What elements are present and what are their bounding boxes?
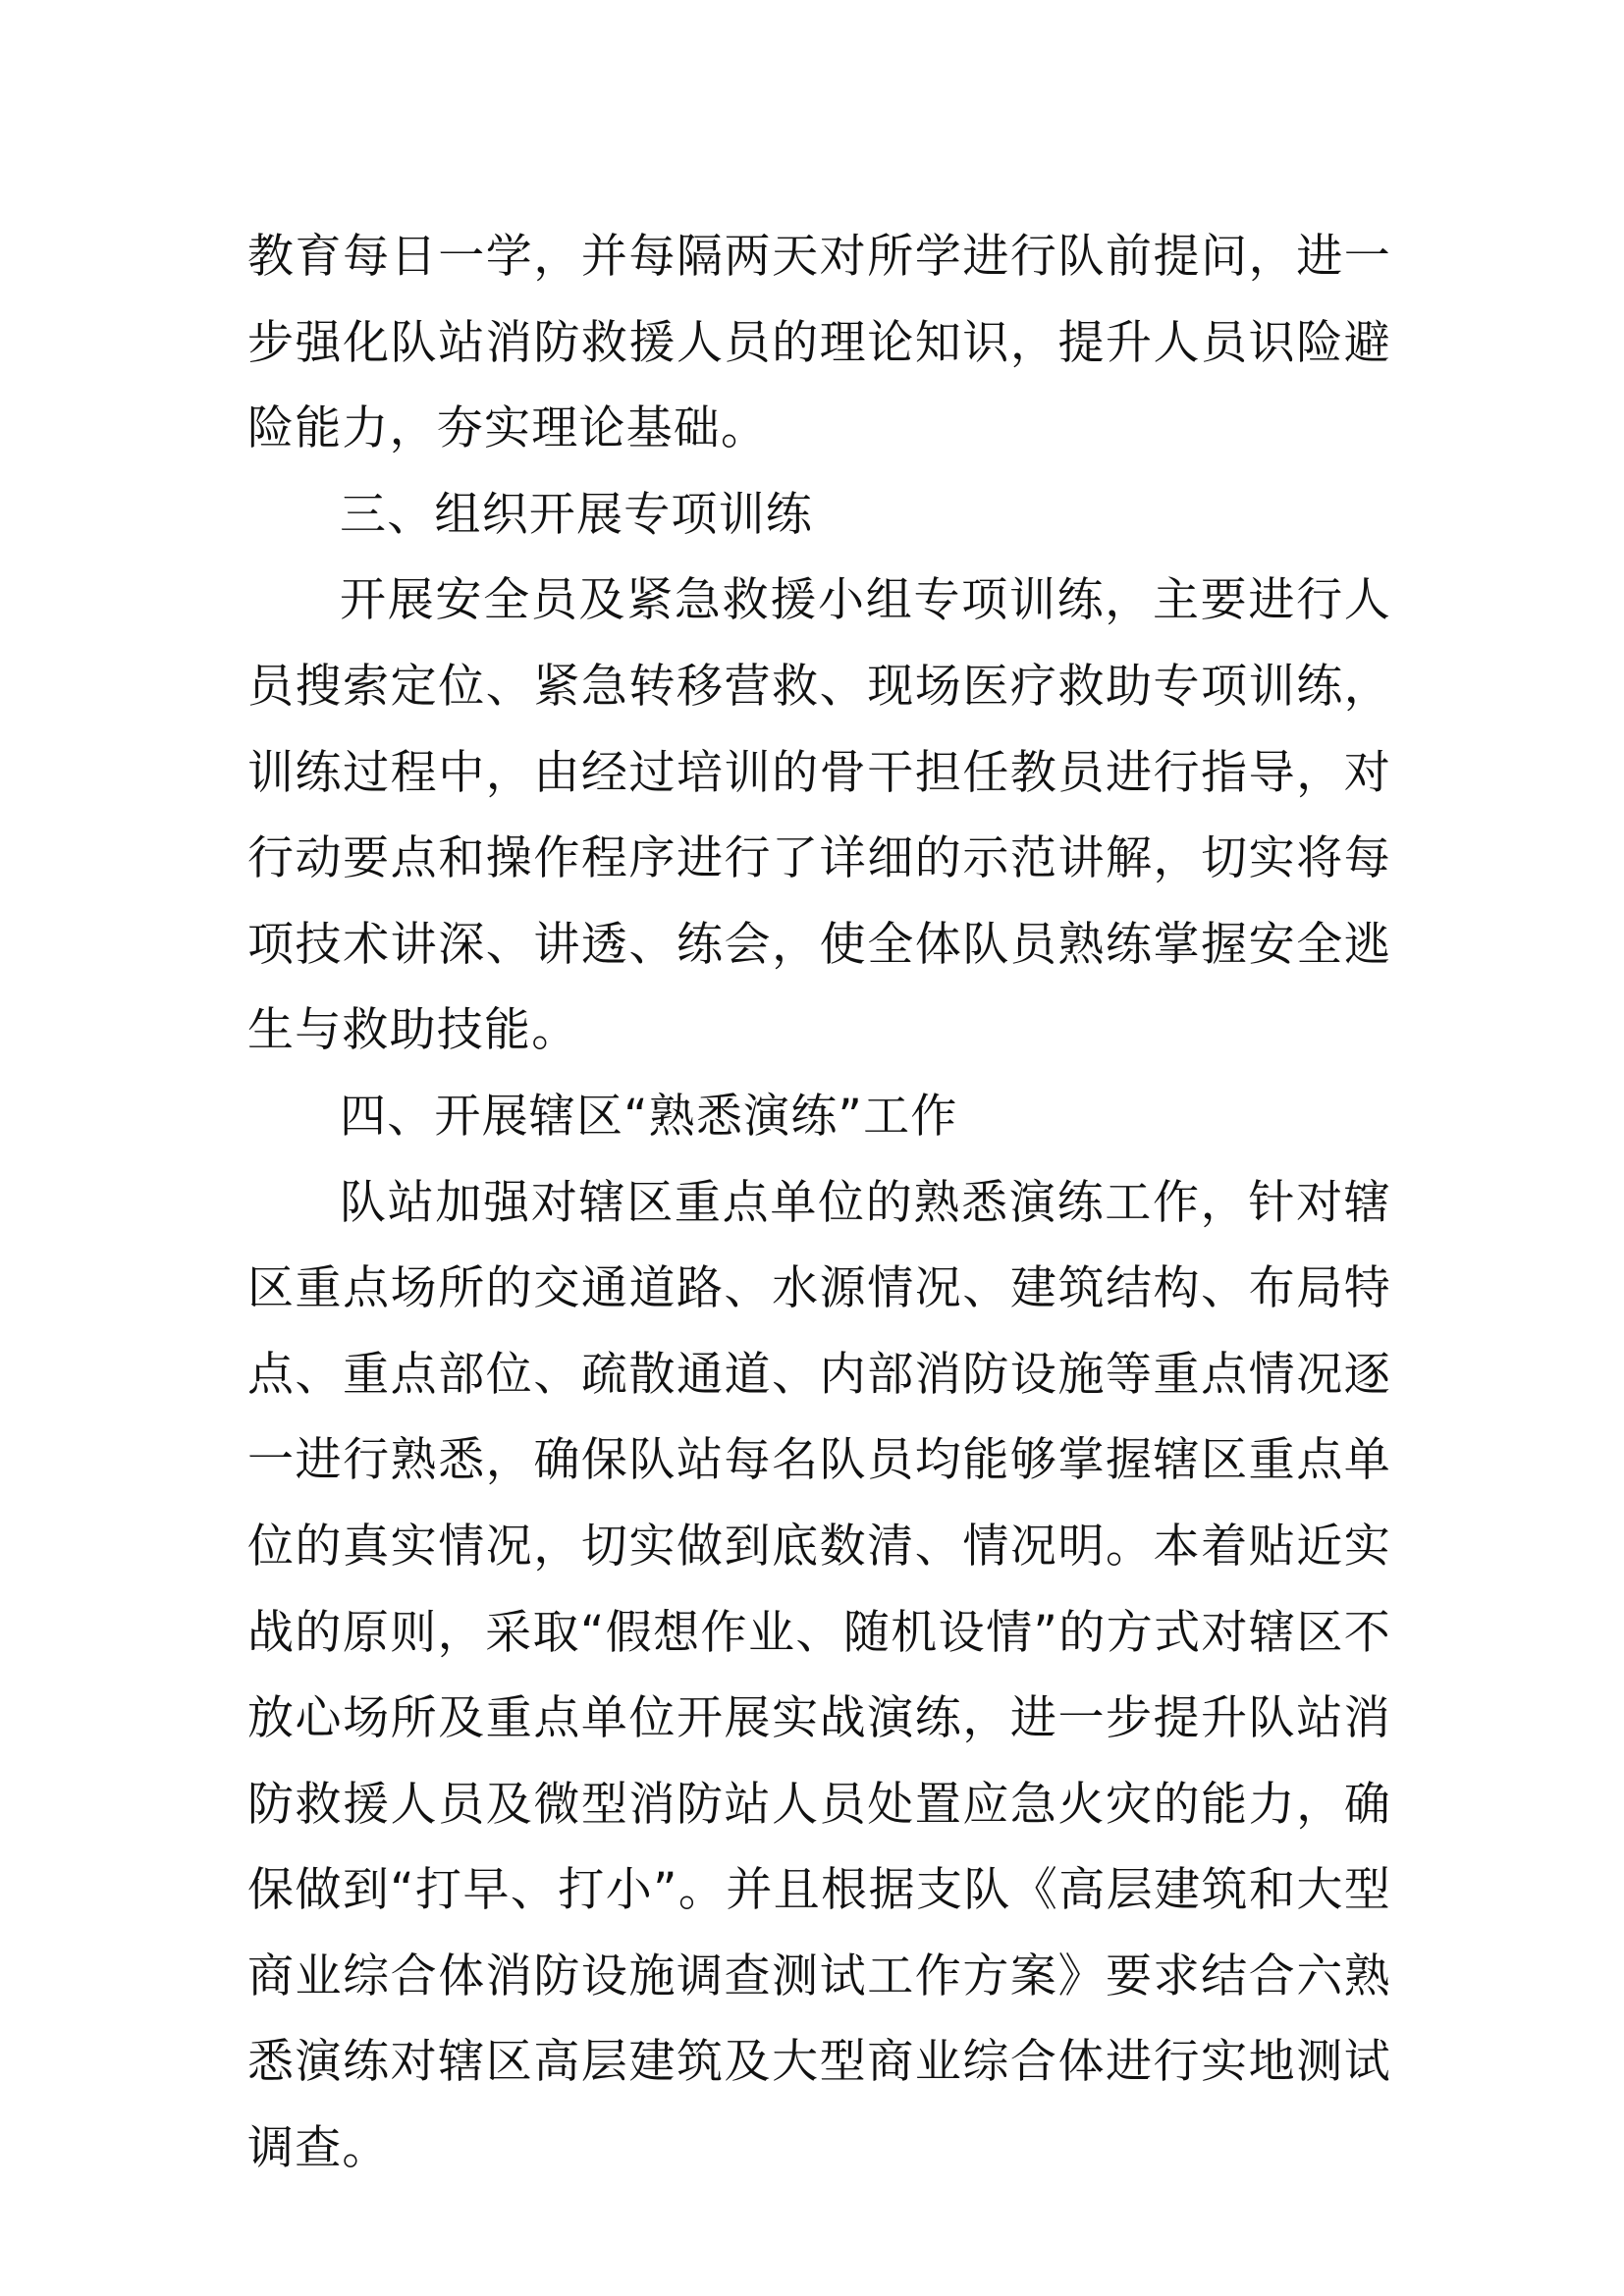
- document-body: [247, 214, 1391, 2192]
- section-4-paragraph: 队站加强对辖区重点单位的熟悉演练工作，针对辖区重点场所的交通道路、水源情况、建筑结构、布局特点、重点部位、疏散通道、内部消防设施等重点情况逐一进行熟悉，确保队站每名队员均能够掌握辖区重点单位的真实情况，切实做到底数清、情况明。本着贴近实战的原则，采取“假想作业、随机设情”的方式对辖区不放心场所及重点单位开展实战演练，进一步提升队站消防救援人员及微型消防站人员处置应急火灾的能力，确保做到“打早、打小”。并且根据支队《高层建筑和大型商业综合体消防设施调查测试工作方案》要求结合六熟悉演练对辖区高层建筑及大型商业综合体进行实地测试调查。: [247, 1175, 1391, 2176]
- section-4-heading: 四、开展辖区“熟悉演练”工作: [340, 1089, 958, 1144]
- section-3-heading: 三、组织开展专项训练: [340, 487, 813, 542]
- section-3-paragraph: 开展安全员及紧急救援小组专项训练，主要进行人员搜索定位、紧急转移营救、现场医疗救助专项训练，训练过程中，由经过培训的骨干担任教员进行指导，对行动要点和操作程序进行了详细的示范讲解，切实将每项技术讲深、讲透、练会，使全体队员熟练掌握安全逃生与救助技能。: [247, 573, 1391, 1058]
- continuation-paragraph: 教育每日一学，并每隔两天对所学进行队前提问，进一步强化队站消防救援人员的理论知识，提升人员识险避险能力，夯实理论基础。: [247, 230, 1391, 456]
